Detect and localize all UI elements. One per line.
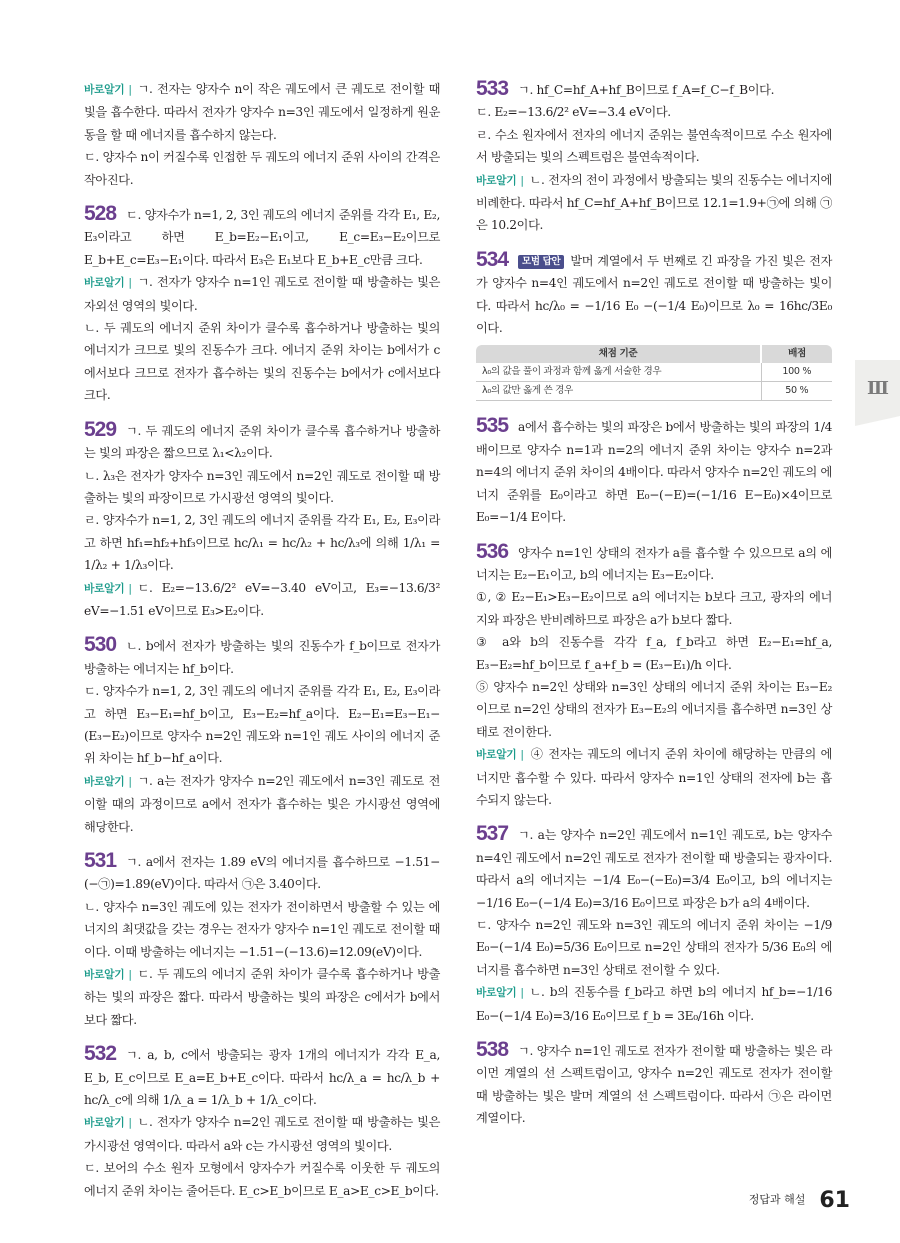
correction-label: 바로알기 |	[84, 83, 132, 96]
answer-535: 535 a에서 흡수하는 빛의 파장은 b에서 방출하는 빛의 파장의 1/4 배이므로 양자수 n=1과 n=2의 에너지 준위 차이는 양자수 n=2과 n=4의 에너지 준위 차이의 4배이다. 따라서 양자수 n=2인 궤도의 에너지 준위를 E₀이라고 하면 E₀−(−E)=(−1/16 E−E₀)×4이므로 E₀=−1/4 E이다.	[476, 414, 832, 525]
header-criterion: 채점 기준	[476, 345, 761, 363]
correction-label: 바로알기 |	[84, 968, 132, 982]
question-number: 536	[476, 539, 509, 563]
question-number: 533	[476, 77, 509, 100]
question-number: 529	[84, 417, 117, 441]
table-row: λ₀의 값을 풀이 과정과 함께 옳게 서술한 경우 100 %	[476, 363, 832, 382]
question-number: 535	[476, 414, 509, 438]
scoring-table	[476, 345, 832, 401]
table-row: λ₀의 값만 옳게 쓴 경우 50 %	[476, 382, 832, 401]
answer-528: 528 ㄷ. 양자수가 n=1, 2, 3인 궤도의 에너지 준위를 각각 E₁, E₂, E₃이라고 하면 E_b=E₂−E₁이고, E_c=E₃−E₂이므로 E_b+E_c=E₃−E₁이다. 따라서 E₃은 E₁보다 E_b+E_c만큼 크다. 바로알기 | ㄱ. 전자가 양자수 n=1인 궤도로 전이할 때 방출하는 빛은 자외선 영역의 빛이다. ㄴ. 두 궤도의 에너지 준위 차이가 클수록 흡수하거나 방출하는 빛의 에너지가 크므로 빛의 진동수가 크다. 에너지 준위 차이는 b에서가 c에서보다 크므로 전자가 흡수하는 빛의 진동수는 b에서가 c에서보다 크다.	[84, 202, 440, 403]
correction-label: 바로알기 |	[84, 774, 132, 788]
chapter-tab	[855, 360, 900, 416]
question-number: 538	[476, 1038, 509, 1062]
page-footer	[749, 1188, 850, 1213]
correction-label: 바로알기 |	[84, 1116, 132, 1130]
question-number: 532	[84, 1042, 117, 1066]
answer-534: 534 모범 답안 발머 계열에서 두 번째로 긴 파장을 가진 빛은 전자가 양자수 n=4인 궤도에서 n=2인 궤도로 전이할 때 방출하는 빛이다. 따라서 hc/λ₀ = −1/16 E₀ −(−1/4 E₀)이므로 λ₀ = 16hc/3E₀ 이다. 채점 기준 배점 λ₀의 값을 풀이 과정과 함께 옳게 서술한 경우 100 % λ₀의 값만 옳게 쓴 경우 50 %	[476, 249, 832, 402]
answer-533: 533 ㄱ. hf_C=hf_A+hf_B이므로 f_A=f_C−f_B이다. ㄷ. E₂=−13.6/2² eV=−3.4 eV이다. ㄹ. 수소 원자에서 전자의 에너지 준위는 불연속적이므로 수소 원자에서 방출되는 빛의 스펙트럼은 불연속적이다. 바로알기 | ㄴ. 전자의 전이 과정에서 방출되는 빛의 진동수는 에너지에 비례한다. 따라서 hf_C=hf_A+hf_B이므로 12.1=1.9+㉠에 의해 ㉠은 10.2이다.	[476, 77, 832, 233]
right-column	[476, 78, 832, 1142]
question-number: 528	[84, 202, 117, 226]
model-answer-badge: 모범 답안	[518, 255, 564, 269]
answer-536: 536 양자수 n=1인 상태의 전자가 a를 흡수할 수 있으므로 a의 에너지는 E₂−E₁이고, b의 에너지는 E₃−E₂이다. ①, ② E₂−E₁>E₃−E₂이므로 a의 에너지는 b보다 크고, 광자의 에너지와 파장은 반비례하므로 파장은 a가 b보다 짧다. ③ a와 b의 진동수를 각각 f_a, f_b라고 하면 E₂−E₁=hf_a, E₃−E₂=hf_b이므로 f_a+f_b = (E₃−E₁)/h 이다. ⑤ 양자수 n=2인 상태와 n=3인 상태의 에너지 준위 차이는 E₃−E₂이므로 n=2인 상태의 전자가 E₃−E₂의 에너지를 흡수하면 n=3인 상태로 전이한다. 바로알기 | ④ 전자는 궤도의 에너지 준위 차이에 해당하는 만큼의 에너지만 흡수할 수 있다. 따라서 양자수 n=1인 상태의 전자에 b는 흡수되지 않는다.	[476, 539, 832, 807]
section-label: 정답과 해설	[748, 1193, 806, 1206]
correction-label: 바로알기 |	[476, 173, 524, 187]
correction-label: 바로알기 |	[84, 581, 132, 595]
header-points: 배점	[761, 345, 832, 363]
question-number: 537	[476, 822, 509, 846]
left-column	[84, 78, 440, 1214]
answer-537: 537 ㄱ. a는 양자수 n=2인 궤도에서 n=1인 궤도로, b는 양자수 n=4인 궤도에서 n=2인 궤도로 전자가 전이할 때 방출되는 광자이다. 따라서 a의 에너지는 −1/4 E₀−(−E₀)=3/4 E₀이고, b의 에너지는 −1/16 E₀−(−1/4 E₀)=3/16 E₀이므로 파장은 b가 a의 4배이다. ㄷ. 양자수 n=2인 궤도와 n=3인 궤도의 에너지 준위 차이는 −1/9 E₀−(−1/4 E₀)=5/36 E₀이므로 n=2인 상태의 전자가 5/36 E₀의 에너지를 흡수하면 n=3인 상태로 전이할 수 있다. 바로알기 | ㄴ. b의 진동수를 f_b라고 하면 b의 에너지 hf_b=−1/16 E₀−(−1/4 E₀)=3/16 E₀이므로 f_b = 3E₀/16h 이다.	[476, 822, 832, 1023]
question-number: 531	[84, 849, 117, 872]
question-number: 534	[476, 247, 509, 271]
correction-label: 바로알기 |	[84, 276, 132, 290]
answer-531: 531 ㄱ. a에서 전자는 1.89 eV의 에너지를 흡수하므로 −1.51−(−㉠)=1.89(eV)이다. 따라서 ㉠은 3.40이다. ㄴ. 양자수 n=3인 궤도에 있는 전자가 전이하면서 방출할 수 있는 에너지의 최댓값을 갖는 경우는 전자가 양자수 n=1인 궤도로 전이할 때이다. 이때 방출하는 에너지는 −1.51−(−13.6)=12.09(eV)이다. 바로알기 | ㄷ. 두 궤도의 에너지 준위 차이가 클수록 흡수하거나 방출하는 빛의 파장은 짧다. 따라서 방출하는 빛의 파장은 c에서가 b에서보다 짧다.	[84, 849, 440, 1027]
answer-538: 538 ㄱ. 양자수 n=1인 궤도로 전자가 전이할 때 방출하는 빛은 라이먼 계열의 선 스펙트럼이고, 양자수 n=2인 궤도로 전자가 전이할 때 방출하는 빛은 발머 계열의 선 스펙트럼이다. 따라서 ㉠은 라이먼 계열이다.	[476, 1038, 832, 1126]
chapter-numeral: Ⅲ	[867, 378, 888, 399]
correction-label: 바로알기 |	[476, 748, 524, 762]
question-number: 530	[84, 633, 117, 657]
answer-527-continuation: 바로알기 | ㄱ. 전자는 양자수 n이 작은 궤도에서 큰 궤도로 전이할 때 빛을 흡수한다. 따라서 전자가 양자수 n=3인 궤도에서 일정하게 원운동을 할 때 에너지를 흡수하지 않는다. ㄷ. 양자수 n이 커질수록 인접한 두 궤도의 에너지 준위 사이의 간격은 작아진다.	[84, 82, 440, 187]
answer-530: 530 ㄴ. b에서 전자가 방출하는 빛의 진동수가 f_b이므로 전자가 방출하는 에너지는 hf_b이다. ㄷ. 양자수가 n=1, 2, 3인 궤도의 에너지 준위를 각각 E₁, E₂, E₃이라고 하면 E₃−E₁=hf_b이고, E₃−E₂=hf_a이다. E₂−E₁=E₃−E₁−(E₃−E₂)이므로 양자수 n=2인 궤도와 n=1인 궤도 사이의 에너지 준위 차이는 hf_b−hf_a이다. 바로알기 | ㄱ. a는 전자가 양자수 n=2인 궤도에서 n=3인 궤도로 전이할 때의 과정이므로 a에서 전자가 흡수하는 빛은 가시광선 영역에 해당한다.	[84, 633, 440, 834]
correction-label: 바로알기 |	[476, 986, 524, 1000]
answer-529: 529 ㄱ. 두 궤도의 에너지 준위 차이가 클수록 흡수하거나 방출하는 빛의 파장은 짧으므로 λ₁<λ₂이다. ㄴ. λ₃은 전자가 양자수 n=3인 궤도에서 n=2인 궤도로 전이할 때 방출하는 빛의 파장이므로 가시광선 영역의 빛이다. ㄹ. 양자수가 n=1, 2, 3인 궤도의 에너지 준위를 각각 E₁, E₂, E₃이라고 하면 hf₁=hf₂+hf₃이므로 hc/λ₁ = hc/λ₂ + hc/λ₃에 의해 1/λ₁ = 1/λ₂ + 1/λ₃이다. 바로알기 | ㄷ. E₂=−13.6/2² eV=−3.40 eV이고, E₃=−13.6/3² eV=−1.51 eV이므로 E₃>E₂이다.	[84, 417, 440, 618]
page-number: 61	[819, 1188, 850, 1213]
answer-532: 532 ㄱ. a, b, c에서 방출되는 광자 1개의 에너지가 각각 E_a, E_b, E_c이므로 E_a=E_b+E_c이다. 따라서 hc/λ_a = hc/λ_b + hc/λ_c에 의해 1/λ_a = 1/λ_b + 1/λ_c이다. 바로알기 | ㄴ. 전자가 양자수 n=2인 궤도로 전이할 때 방출하는 빛은 가시광선 영역이다. 따라서 a와 c는 가시광선 영역의 빛이다. ㄷ. 보어의 수소 원자 모형에서 양자수가 커질수록 이웃한 두 궤도의 에너지 준위 차이는 줄어든다. E_c>E_b이므로 E_a>E_c>E_b이다.	[84, 1042, 440, 1198]
